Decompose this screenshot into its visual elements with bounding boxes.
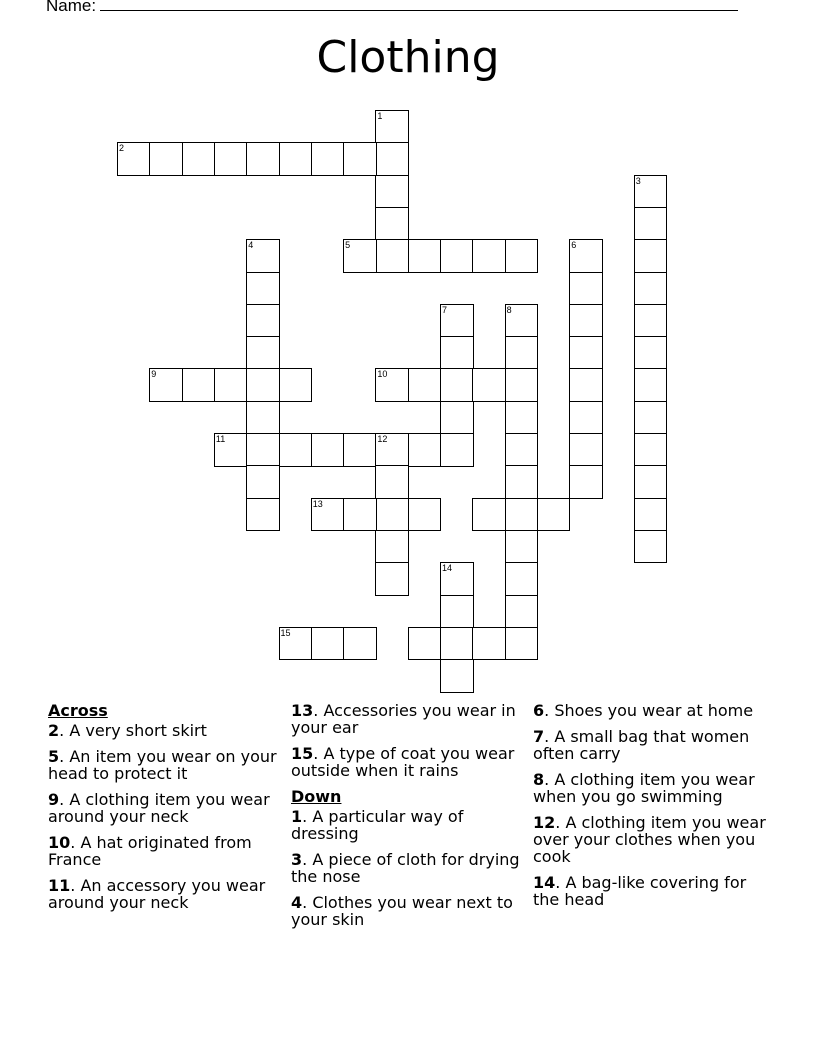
grid-cell[interactable] xyxy=(505,304,539,338)
clue-number: 3 xyxy=(635,175,641,186)
grid-cell[interactable] xyxy=(472,498,506,532)
clue-across-15: 15. A type of coat you wear outside when it rains xyxy=(291,744,515,780)
clue-number: 10 xyxy=(377,369,388,380)
clue-down-6: 6. Shoes you wear at home xyxy=(533,701,754,720)
grid-cell[interactable] xyxy=(440,239,474,273)
clue-down-1: 1. A particular way of dressing xyxy=(291,807,464,843)
clues-column-3 xyxy=(533,702,773,917)
grid-cell[interactable] xyxy=(634,207,668,241)
grid-cell[interactable] xyxy=(440,562,474,596)
grid-cell[interactable] xyxy=(569,239,603,273)
grid-cell[interactable] xyxy=(311,142,345,176)
clue-number: 15 xyxy=(280,627,291,638)
grid-cell[interactable] xyxy=(440,659,474,693)
grid-cell[interactable] xyxy=(569,304,603,338)
grid-cell[interactable] xyxy=(149,142,183,176)
grid-cell[interactable] xyxy=(505,401,539,435)
grid-cell[interactable] xyxy=(246,142,280,176)
grid-cell[interactable] xyxy=(246,498,280,532)
grid-cell[interactable] xyxy=(246,304,280,338)
grid-cell[interactable] xyxy=(246,239,280,273)
clue-across-5: 5. An item you wear on your head to protect it xyxy=(48,747,277,783)
grid-cell[interactable] xyxy=(634,530,668,564)
grid-cell[interactable] xyxy=(408,627,442,661)
clue-number: 2 xyxy=(119,143,125,154)
page-title: Clothing xyxy=(316,32,500,83)
grid-cell[interactable] xyxy=(408,239,442,273)
grid-cell[interactable] xyxy=(311,498,345,532)
grid-cell[interactable] xyxy=(343,627,377,661)
clue-number: 12 xyxy=(377,434,388,444)
grid-cell[interactable] xyxy=(408,498,442,532)
clue-number: 1 xyxy=(377,111,383,121)
grid-cell[interactable] xyxy=(375,175,409,209)
grid-cell[interactable] xyxy=(375,142,409,176)
grid-cell[interactable] xyxy=(375,530,409,564)
grid-cell[interactable] xyxy=(634,498,668,532)
grid-cell[interactable] xyxy=(505,530,539,564)
grid-cell[interactable] xyxy=(440,401,474,435)
clue-down-14: 14. A bag-like covering for the head xyxy=(533,873,747,909)
grid-cell[interactable] xyxy=(634,175,668,209)
grid-cell[interactable] xyxy=(634,272,668,306)
grid-cell[interactable] xyxy=(634,465,668,499)
grid-cell[interactable] xyxy=(343,239,377,273)
grid-cell[interactable] xyxy=(440,627,474,661)
grid-cell[interactable] xyxy=(279,627,313,661)
grid-cell[interactable] xyxy=(569,465,603,499)
grid-cell[interactable] xyxy=(569,368,603,402)
clue-across-13: 13. Accessories you wear in your ear xyxy=(291,701,516,737)
down-heading: Down xyxy=(291,787,342,806)
clue-number: 13 xyxy=(312,498,323,509)
grid-cell[interactable] xyxy=(214,368,248,402)
grid-cell[interactable] xyxy=(343,498,377,532)
grid-cell[interactable] xyxy=(634,304,668,338)
clue-number: 11 xyxy=(215,434,226,444)
grid-cell[interactable] xyxy=(279,433,313,467)
grid-cell[interactable] xyxy=(634,401,668,435)
grid-cell[interactable] xyxy=(472,627,506,661)
grid-cell[interactable] xyxy=(472,368,506,402)
grid-cell[interactable] xyxy=(375,562,409,596)
grid-cell[interactable] xyxy=(408,368,442,402)
grid-cell[interactable] xyxy=(537,498,571,532)
grid-cell[interactable] xyxy=(440,336,474,370)
clue-number: 5 xyxy=(345,240,351,251)
grid-cell[interactable] xyxy=(634,336,668,370)
clue-number: 9 xyxy=(151,369,157,380)
grid-cell[interactable] xyxy=(505,498,539,532)
grid-cell[interactable] xyxy=(246,465,280,499)
grid-cell[interactable] xyxy=(375,239,409,273)
clue-number: 14 xyxy=(442,563,453,574)
grid-cell[interactable] xyxy=(375,207,409,241)
grid-cell[interactable] xyxy=(343,433,377,467)
clue-number: 6 xyxy=(571,240,577,251)
grid-cell[interactable] xyxy=(505,239,539,273)
grid-cell[interactable] xyxy=(505,595,539,629)
grid-cell[interactable] xyxy=(634,433,668,467)
grid-cell[interactable] xyxy=(214,433,248,467)
grid-cell[interactable] xyxy=(375,433,409,467)
grid-cell[interactable] xyxy=(569,433,603,467)
grid-cell[interactable] xyxy=(505,562,539,596)
grid-cell[interactable] xyxy=(311,433,345,467)
clue-across-9: 9. A clothing item you wear around your neck xyxy=(48,790,270,826)
name-label: Name: xyxy=(46,0,97,15)
clue-across-11: 11. An accessory you wear around your neck xyxy=(48,876,266,912)
grid-cell[interactable] xyxy=(569,401,603,435)
clue-number: 8 xyxy=(506,304,512,315)
clue-down-3: 3. A piece of cloth for drying the nose xyxy=(291,850,520,886)
grid-cell[interactable] xyxy=(246,433,280,467)
grid-cell[interactable] xyxy=(375,465,409,499)
grid-cell[interactable] xyxy=(408,433,442,467)
clue-down-7: 7. A small bag that women often carry xyxy=(533,727,750,763)
grid-cell[interactable] xyxy=(472,239,506,273)
grid-cell[interactable] xyxy=(440,595,474,629)
grid-cell[interactable] xyxy=(182,142,216,176)
clue-number: 7 xyxy=(442,304,448,315)
clue-across-10: 10. A hat originated from France xyxy=(48,833,252,869)
clue-down-12: 12. A clothing item you wear over your clothes when you cook xyxy=(533,813,766,866)
clue-down-8: 8. A clothing item you wear when you go swimming xyxy=(533,770,755,806)
grid-cell[interactable] xyxy=(634,368,668,402)
grid-cell[interactable] xyxy=(375,368,409,402)
grid-cell[interactable] xyxy=(311,627,345,661)
clues-column-2 xyxy=(291,702,526,937)
grid-cell[interactable] xyxy=(505,336,539,370)
clue-down-4: 4. Clothes you wear next to your skin xyxy=(291,893,513,929)
grid-cell[interactable] xyxy=(343,142,377,176)
grid-cell[interactable] xyxy=(246,368,280,402)
across-heading: Across xyxy=(48,701,108,720)
grid-cell[interactable] xyxy=(246,272,280,306)
grid-cell[interactable] xyxy=(149,368,183,402)
grid-cell[interactable] xyxy=(182,368,216,402)
grid-cell[interactable] xyxy=(505,433,539,467)
grid-cell[interactable] xyxy=(214,142,248,176)
grid-cell[interactable] xyxy=(505,627,539,661)
grid-cell[interactable] xyxy=(440,433,474,467)
grid-cell[interactable] xyxy=(279,142,313,176)
grid-cell[interactable] xyxy=(505,368,539,402)
grid-cell[interactable] xyxy=(279,368,313,402)
grid-cell[interactable] xyxy=(569,336,603,370)
grid-cell[interactable] xyxy=(634,239,668,273)
grid-cell[interactable] xyxy=(117,142,151,176)
grid-cell[interactable] xyxy=(375,498,409,532)
grid-cell[interactable] xyxy=(505,465,539,499)
clue-across-2: 2. A very short skirt xyxy=(48,721,207,740)
grid-cell[interactable] xyxy=(375,110,409,144)
grid-cell[interactable] xyxy=(246,401,280,435)
grid-cell[interactable] xyxy=(246,336,280,370)
clues-column-1 xyxy=(48,702,283,920)
clue-number: 4 xyxy=(248,240,254,251)
grid-cell[interactable] xyxy=(440,304,474,338)
grid-cell[interactable] xyxy=(440,368,474,402)
grid-cell[interactable] xyxy=(569,272,603,306)
